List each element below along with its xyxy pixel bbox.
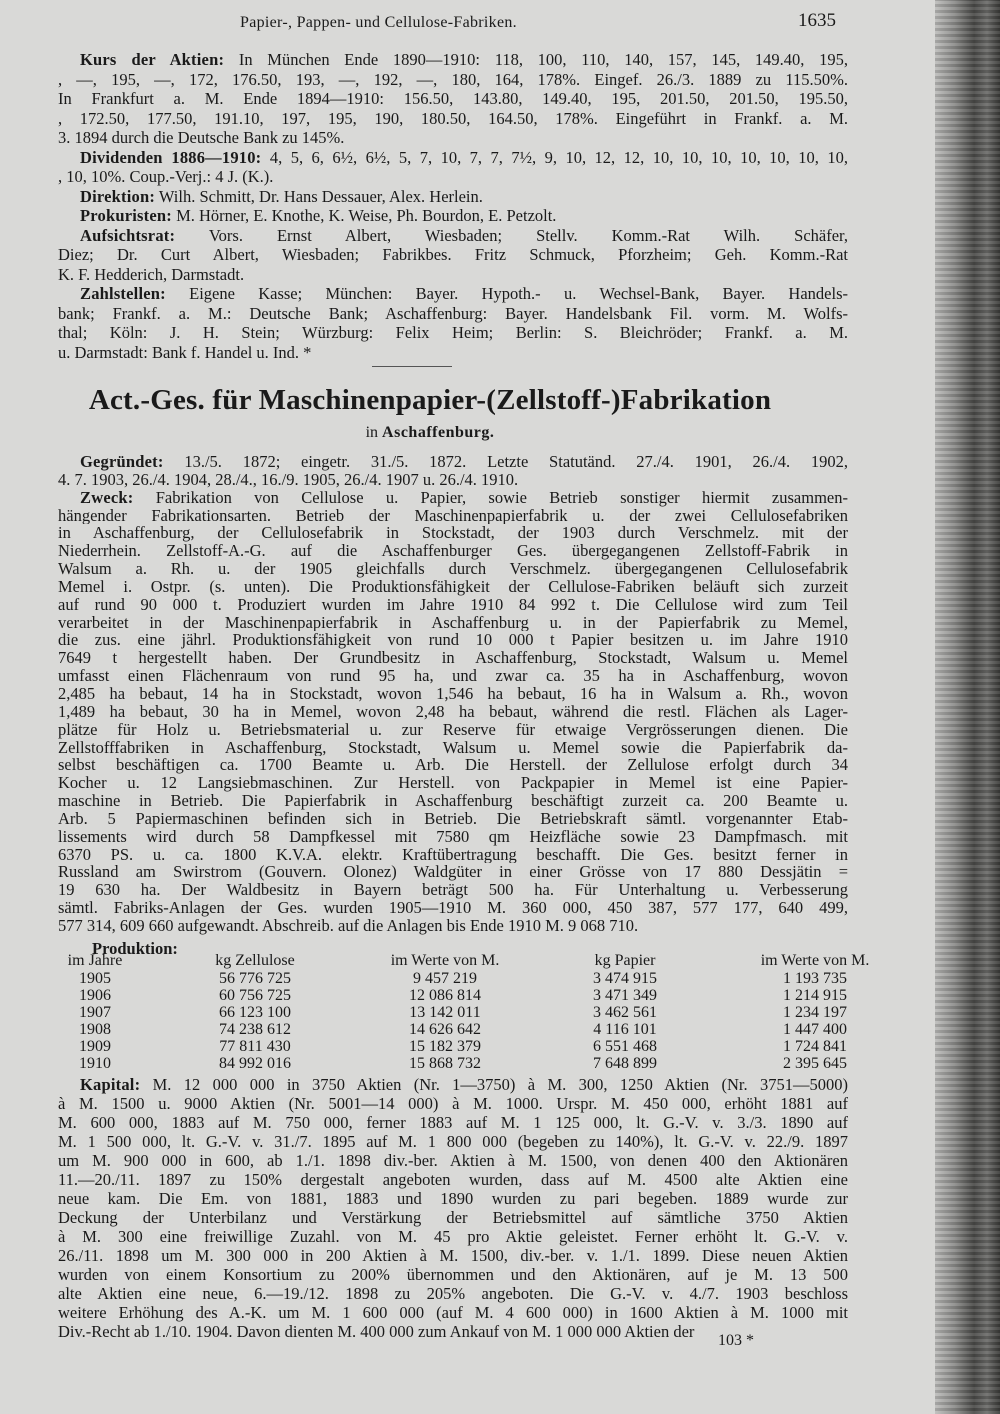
column-header: kg Zellulose [215,952,295,969]
line-text: Russland am Swirstrom (Gouvern. Olonez) Waldgüter in einer Grösse von 17 880 Dessjätin = [58,863,848,882]
text-line [58,1170,848,1189]
line-text: bank; Frankf. a. M.: Deutsche Bank; Aschaffenburg: Bayer. Handelsbank Fil. vorm. M. Wolfs- [58,303,848,323]
text-line [58,109,848,129]
text-line [58,1075,848,1094]
text-line [58,245,848,265]
line-text: , —, 195, —, 172, 176.50, 193, —, 192, —, 180, 164, 178%. Eingef. 26./3. 1889 zu 115.50%. [58,69,848,89]
text-line [58,206,848,226]
text-line [58,667,848,685]
line-text: In München Ende 1890—1910: 118, 100, 110, 140, 157, 145, 149.40, 195, [224,50,848,69]
text-line [58,631,848,649]
line-text: umfasst einen Flächenraum von rund 95 ha, und zwar ca. 35 ha in Aschaffenburg, wovon [58,667,848,685]
line-text: 7649 t hergestellt haben. Der Grundbesitz in Aschaffenburg, Stockstadt, Walsum u. Memel [58,649,848,668]
table-cell: 1 724 841 [783,1038,847,1055]
text-line [58,1113,848,1132]
line-text: weitere Erhöhung des A.-K. um M. 1 600 000 (auf M. 4 600 000) in 1600 Aktien à M. 1000 mit [58,1303,848,1322]
table-cell: 6 551 468 [593,1038,657,1055]
previous-company-section [58,50,848,362]
text-line [58,1246,848,1265]
text-line [58,542,848,560]
line-text: thal; Köln: J. H. Stein; Würzburg: Felix Heim; Berlin: S. Bleichröder; Frankf. a. M. [58,323,848,342]
text-line [58,507,848,525]
line-text: sämtl. Fabriks-Anlagen der Ges. wurden 1905—1910 M. 360 000, 450 387, 577 177, 640 499, [58,899,848,917]
line-text: 577 314, 609 660 aufgewandt. Abschreib. auf die Anlagen bis Ende 1910 M. 9 068 710. [58,916,639,935]
running-title: Papier-, Pappen- und Cellulose-Fabriken. [240,14,517,31]
line-text: Zellstofffabriken in Aschaffenburg, Stockstadt, Walsum u. Memel sowie die Papierfabrik da- [58,738,848,757]
line-text: Diez; Dr. Curt Albert, Wiesbaden; Fabrikbes. Fritz Schmuck, Pforzheim; Geh. Komm.-Rat [58,245,848,264]
location-prefix: in [365,424,383,441]
text-line [58,167,848,187]
line-text: Div.-Recht ab 1./10. 1904. Davon dienten M. 400 000 zum Ankauf von M. 1 000 000 Aktien der [58,1322,695,1341]
text-line [58,226,848,246]
line-text: neue kam. Die Em. von 1881, 1883 und 1890 wurden zu pari begeben. 1889 wurde zur [58,1189,848,1208]
text-line [58,50,848,70]
text-line [58,1284,848,1303]
line-text: à M. 1500 u. 9000 Aktien (Nr. 5001—14 000) à M. 1000. Urspr. M. 450 000, erhöht 1881 auf [58,1094,848,1113]
text-line [58,739,848,757]
line-text: , 172.50, 177.50, 191.10, 197, 195, 190, 180.50, 164.50, 178%. Eingeführt in Frankf. a. M. [58,108,848,128]
line-text: plätze für Holz u. Betriebsmaterial u. zur Reserve für etwaige Vergrösserungen dienen. Die [58,720,848,739]
text-line [58,756,848,774]
table-cell: 1909 [79,1038,111,1055]
table-cell: 1 193 735 [783,970,847,987]
text-line [58,649,848,667]
text-line [58,284,848,304]
text-line [58,343,848,363]
text-line [58,128,848,148]
table-cell: 1 447 400 [783,1021,847,1038]
table-cell: 84 992 016 [219,1055,291,1072]
text-line [58,265,848,285]
text-line [58,524,848,542]
text-line [58,899,848,917]
line-text: maschine in Betrieb. Die Papierfabrik in Aschaffenburg beschäftigt zurzeit ca. 200 Beamte u. [58,792,848,810]
line-text: Deckung der Unterbilanz und Verstärkung der Betriebsmittel auf sämtliche 3750 Aktien [58,1208,848,1227]
text-line [58,1208,848,1227]
line-text: M. Hörner, E. Knothe, K. Weise, Ph. Bourdon, E. Petzolt. [171,206,557,225]
line-text: 1,489 ha bebaut, 30 ha in Memel, wovon 2,48 ha bebaut, während die restl. Flächen als Lager- [58,702,848,721]
line-text: M. 600 000, 1883 auf M. 750 000, ferner 1883 auf M. 1 125 000, lt. G.-V. v. 3./3. 1890 auf [58,1113,848,1132]
field-label: Zweck: [80,488,134,507]
line-text: Vors. Ernst Albert, Wiesbaden; Stellv. Komm.-Rat Wilh. Schäfer, [175,225,848,245]
line-text: alte Aktien eine neue, 6.—19./12. 1898 zu 205% angeboten. Die G.-V. v. 4./7. 1903 beschloss [58,1284,848,1303]
line-text: M. 12 000 000 in 3750 Aktien (Nr. 1—3750) à M. 300, 1250 Aktien (Nr. 3751—5000) [140,1075,848,1094]
table-cell: 1910 [79,1055,111,1072]
table-cell: 66 123 100 [219,1004,291,1021]
field-label: Gegründet: [80,453,164,471]
table-cell: 15 868 732 [409,1055,481,1072]
page-number: 1635 [798,10,836,31]
line-text: , 10, 10%. Coup.-Verj.: 4 J. (K.). [58,167,274,186]
production-label: Produktion: [92,939,178,958]
text-line [58,578,848,596]
column-header: im Werte von M. [390,952,500,969]
text-line [58,304,848,324]
text-line [58,323,848,343]
line-text: 19 630 ha. Der Waldbesitz in Bayern beträgt 500 ha. Für Unterhaltung u. Verbesserung [58,881,848,900]
table-row [50,1038,900,1055]
text-line [58,1303,848,1322]
text-line [58,774,848,792]
table-cell: 7 648 899 [593,1055,657,1072]
field-label: Kapital: [80,1075,141,1094]
table-cell: 14 626 642 [409,1021,481,1038]
line-text: wurden von einem Konsortium zu 200% übernommen und den Aktionären, auf je M. 13 500 [58,1265,848,1284]
text-line [58,881,848,899]
line-text: selbst beschäftigen ca. 1700 Beamte u. Arb. Die Herstell. der Zellulose erfolgt durch 34 [58,756,848,775]
line-text: auf rund 90 000 t. Produziert wurden im Jahre 1910 84 992 t. Die Cellulose wird zum Teil [58,595,848,614]
table-cell: 1905 [79,970,111,987]
table-cell: 2 395 645 [783,1055,847,1072]
company-title: Act.-Ges. für Maschinenpapier-(Zellstoff-)Fabrikation [88,384,772,416]
location-name: Aschaffenburg. [382,424,495,441]
text-line [58,917,848,935]
field-label: Kurs der Aktien: [80,50,225,69]
line-text: 2,485 ha bebaut, 14 ha in Stockstadt, wovon 1,546 ha bebaut, 16 ha in Walsum a. Rh., wovon [58,684,848,703]
table-cell: 12 086 814 [409,987,481,1004]
table-cell: 1906 [79,987,111,1004]
text-line [58,1132,848,1151]
table-cell: 77 811 430 [219,1038,291,1055]
text-line [58,1227,848,1246]
text-line [58,453,848,471]
table-row [50,1004,900,1021]
text-line [58,863,848,881]
line-text: Arb. 5 Papiermaschinen befinden sich in Betrieb. Die Betriebskraft sämtl. vorgenannter Etab- [58,809,848,828]
line-text: Fabrikation von Cellulose u. Papier, sowie Betrieb sonstiger hiermit zusammen- [133,488,848,507]
table-cell: 15 182 379 [409,1038,481,1055]
field-label: Direktion: [80,186,156,206]
text-line [58,187,848,207]
line-text: u. Darmstadt: Bank f. Handel u. Ind. * [58,342,312,362]
table-cell: 4 116 101 [593,1021,657,1038]
table-cell: 3 462 561 [593,1004,657,1021]
book-spine-edge [935,0,1000,1414]
line-text: lissements wird durch 58 Dampfkessel mit 7580 qm Heizfläche sowie 23 Dampfmasch. mit [58,827,848,846]
line-text: In Frankfurt a. M. Ende 1894—1910: 156.50, 143.80, 149.40, 195, 201.50, 201.50, 195.50, [58,89,848,108]
text-line [58,89,848,109]
line-text: Walsum a. Rh. u. der 1905 gleichfalls durch Verschmelz. übergegangenen Cellulosefabrik [58,560,848,578]
table-cell: 13 142 011 [409,1004,481,1021]
table-row [50,987,900,1004]
line-text: die zus. eine jährl. Produktionsfähigkeit von rund 10 000 t Papier besitzen u. im Jahre 1910 [58,631,848,650]
line-text: 6370 PS. u. ca. 1800 K.V.A. elektr. Kraftübertragung beschafft. Die Ges. besitzt ferner in [58,845,848,864]
text-line [58,703,848,721]
text-line [58,148,848,168]
table-cell: 9 457 219 [413,970,477,987]
text-line [58,1265,848,1284]
table-cell: 3 474 915 [593,970,657,987]
line-text: in Aschaffenburg, der Cellulosefabrik in Stockstadt, der 1903 durch Verschmelz. mit der [58,524,848,543]
line-text: 3. 1894 durch die Deutsche Bank zu 145%. [58,128,345,147]
line-text: 4, 5, 6, 6½, 6½, 5, 7, 10, 7, 7, 7½, 9, 10, 12, 12, 10, 10, 10, 10, 10, 10, 10, [261,147,848,167]
signature-mark: 103 * [718,1332,754,1349]
text-line [58,810,848,828]
line-text: Memel i. Ostpr. (s. unten). Die Produktionsfähigkeit der Cellulose-Fabriken beläuft sich zurzeit [58,577,848,596]
text-line [58,721,848,739]
company-location [0,424,860,442]
field-label: Zahlstellen: [80,284,166,303]
line-text: verarbeitet in der Maschinenpapierfabrik in Aschaffenburg u. in der Papierfabrik zu Memel, [58,613,848,632]
line-text: 4. 7. 1903, 26./4. 1904, 28./4., 16./9. 1905, 26./4. 1907 u. 26./4. 1910. [58,470,519,489]
table-cell: 1 214 915 [783,987,847,1004]
production-table [50,952,900,1072]
line-text: hängender Fabrikationsarten. Betrieb der Maschinenpapierfabrik u. der zwei Cellulosefabriken [58,506,848,525]
text-line [58,1094,848,1113]
company-description [58,453,848,935]
text-line [58,489,848,507]
text-line [58,792,848,810]
text-line [58,1189,848,1208]
line-text: 26./11. 1898 um M. 300 000 in 200 Aktien à M. 1500, div.-ber. v. 1./1. 1899. Diese neuen Aktien [58,1246,848,1265]
column-header: im Jahre [67,952,123,969]
text-line [58,596,848,614]
section-divider [372,366,452,367]
text-line [58,560,848,578]
text-line [58,846,848,864]
field-label: Dividenden 1886—1910: [80,147,262,167]
column-header: im Werte von M. [760,952,870,969]
capital-section [58,1075,848,1341]
table-cell: 1 234 197 [783,1004,847,1021]
line-text: Wilh. Schmitt, Dr. Hans Dessauer, Alex. Herlein. [155,186,483,206]
text-line [58,614,848,632]
line-text: um M. 900 000 in 600, ab 1./1. 1898 div.-ber. Aktien à M. 1500, von denen 400 den Aktionären [58,1151,848,1170]
field-label: Aufsichtsrat: [80,225,176,245]
text-line [58,1151,848,1170]
line-text: 11.—20./11. 1897 zu 150% dergestalt angeboten wurden, dass auf M. 4500 alte Aktien eine [58,1170,848,1189]
text-line [58,70,848,90]
table-cell: 60 756 725 [219,987,291,1004]
table-cell: 1907 [79,1004,111,1021]
table-row [50,1055,900,1072]
table-cell: 3 471 349 [593,987,657,1004]
text-line [58,471,848,489]
table-row [50,1021,900,1038]
column-header: kg Papier [594,952,656,969]
table-cell: 56 776 725 [219,970,291,987]
text-line [58,685,848,703]
line-text: 13./5. 1872; eingetr. 31./5. 1872. Letzte Statutänd. 27./4. 1901, 26./4. 1902, [163,453,848,471]
line-text: Eigene Kasse; München: Bayer. Hypoth.- u. Wechsel-Bank, Bayer. Handels- [165,284,848,303]
field-label: Prokuristen: [80,206,172,225]
line-text: K. F. Hedderich, Darmstadt. [58,264,245,284]
table-cell: 1908 [79,1021,111,1038]
line-text: Kocher u. 12 Langsiebmaschinen. Zur Herstell. von Packpapier in Memel ist eine Papier- [58,774,848,793]
line-text: Niederrhein. Zellstoff-A.-G. auf die Aschaffenburger Ges. übergegangenen Zellstoff-Fabrik in [58,542,848,561]
text-line [58,828,848,846]
table-row [50,970,900,987]
line-text: M. 1 500 000, lt. G.-V. v. 31./7. 1895 auf M. 1 800 000 (begeben zu 140%), lt. G.-V. v. 22./9. 1897 [58,1132,848,1151]
table-cell: 74 238 612 [219,1021,291,1038]
line-text: à M. 300 eine freiwillige Zuzahl. von M. 45 pro Aktie geleistet. Ferner erhöht lt. G.-V. v. [58,1227,848,1246]
